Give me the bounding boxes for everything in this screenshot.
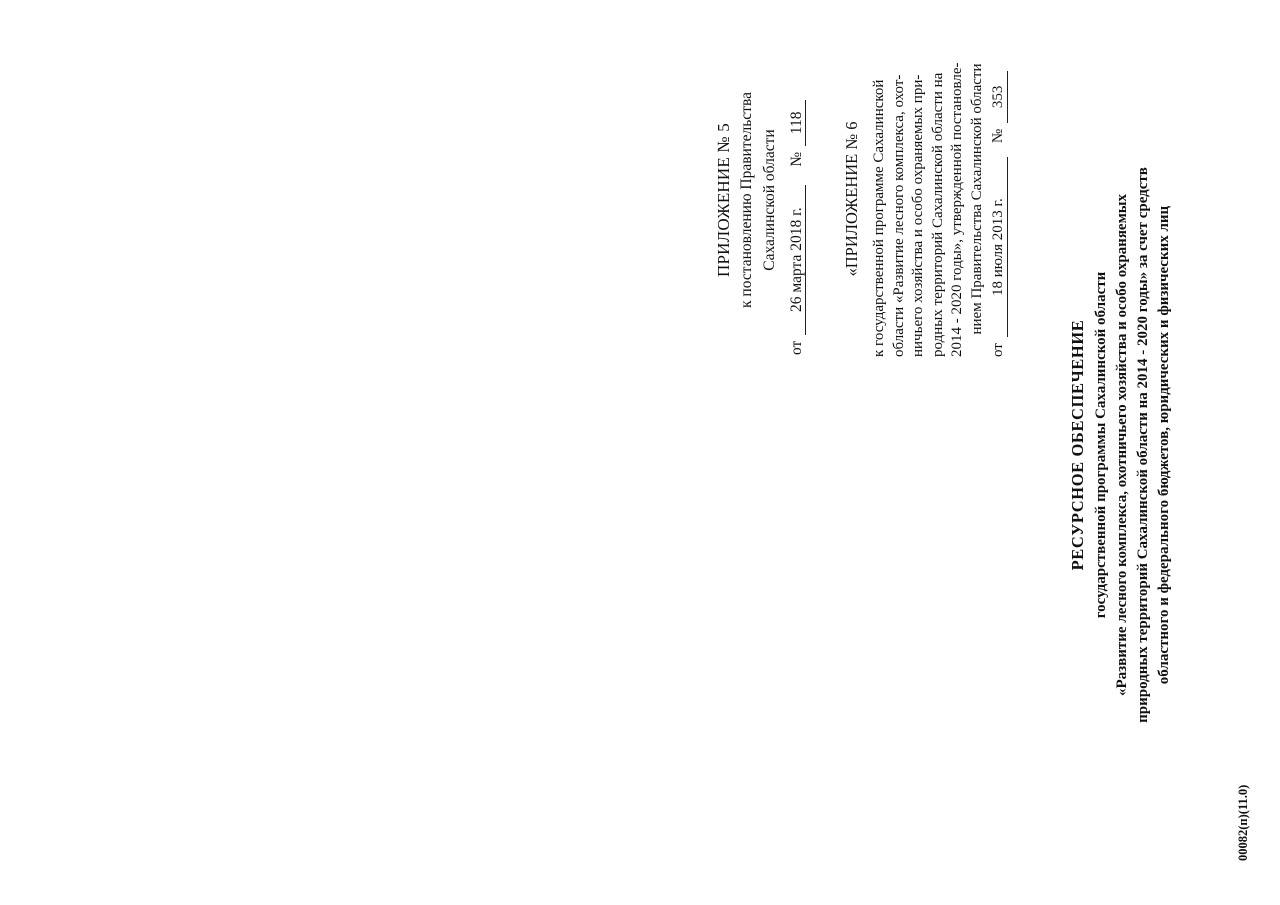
- appendix-6-line-4: родных территорий Сахалинской области на: [929, 72, 946, 357]
- appendix-5-from-label: от: [788, 340, 805, 355]
- appendix-5-date: 26 марта 2018 г.: [789, 185, 806, 335]
- main-title-heading: РЕСУРСНОЕ ОБЕСПЕЧЕНИЕ: [1068, 319, 1087, 571]
- appendix-5-number: 118: [789, 100, 806, 146]
- appendix-6-line-2: области «Развитие лесного комплекса, охот-: [890, 74, 907, 357]
- appendix-5-block: [712, 45, 808, 355]
- appendix-5-line-1: к постановлению Правительства: [738, 92, 755, 308]
- appendix-6-from-label: от: [990, 343, 1006, 357]
- appendix-6-date-row: [987, 41, 1009, 357]
- appendix-6-title: «ПРИЛОЖЕНИЕ № 6: [842, 121, 861, 277]
- appendix-6-number: 353: [991, 71, 1008, 123]
- appendix-5-title: ПРИЛОЖЕНИЕ № 5: [714, 123, 733, 277]
- main-title-line-1: государственной программы Сахалинской области: [1093, 271, 1109, 619]
- appendix-6-line-6: нием Правительства Сахалинской области: [968, 63, 985, 335]
- appendix-5-number-sign: №: [788, 151, 805, 167]
- main-title-line-2: «Развитие лесного комплекса, охотничьего хозяйства и особо охраняемых: [1114, 193, 1130, 697]
- appendix-6-line-3: ничьего хозяйства и особо охраняемых при-: [910, 74, 926, 357]
- appendix-6-number-sign: №: [990, 128, 1006, 144]
- appendix-6-block: [840, 41, 1009, 357]
- main-title-block: [1065, 65, 1175, 825]
- main-title-line-3: природных территорий Сахалинской области на 2014 - 2020 годы» за счет средств: [1135, 167, 1151, 723]
- appendix-6-line-1: к государственной программе Сахалинской: [871, 79, 887, 357]
- rotated-sheet: [640, 0, 1280, 905]
- appendix-5-line-2: Сахалинской области: [761, 129, 778, 271]
- footer-code: 00082(п)(11.0): [1236, 784, 1250, 861]
- appendix-5-date-row: [781, 45, 808, 355]
- appendix-6-date: 18 июля 2013 г.: [991, 157, 1008, 337]
- main-title-line-4: областного и федерального бюджетов, юридических и физических лиц: [1156, 205, 1172, 685]
- appendix-6-line-5: 2014 - 2020 годы», утвержденной постановле-: [949, 62, 965, 357]
